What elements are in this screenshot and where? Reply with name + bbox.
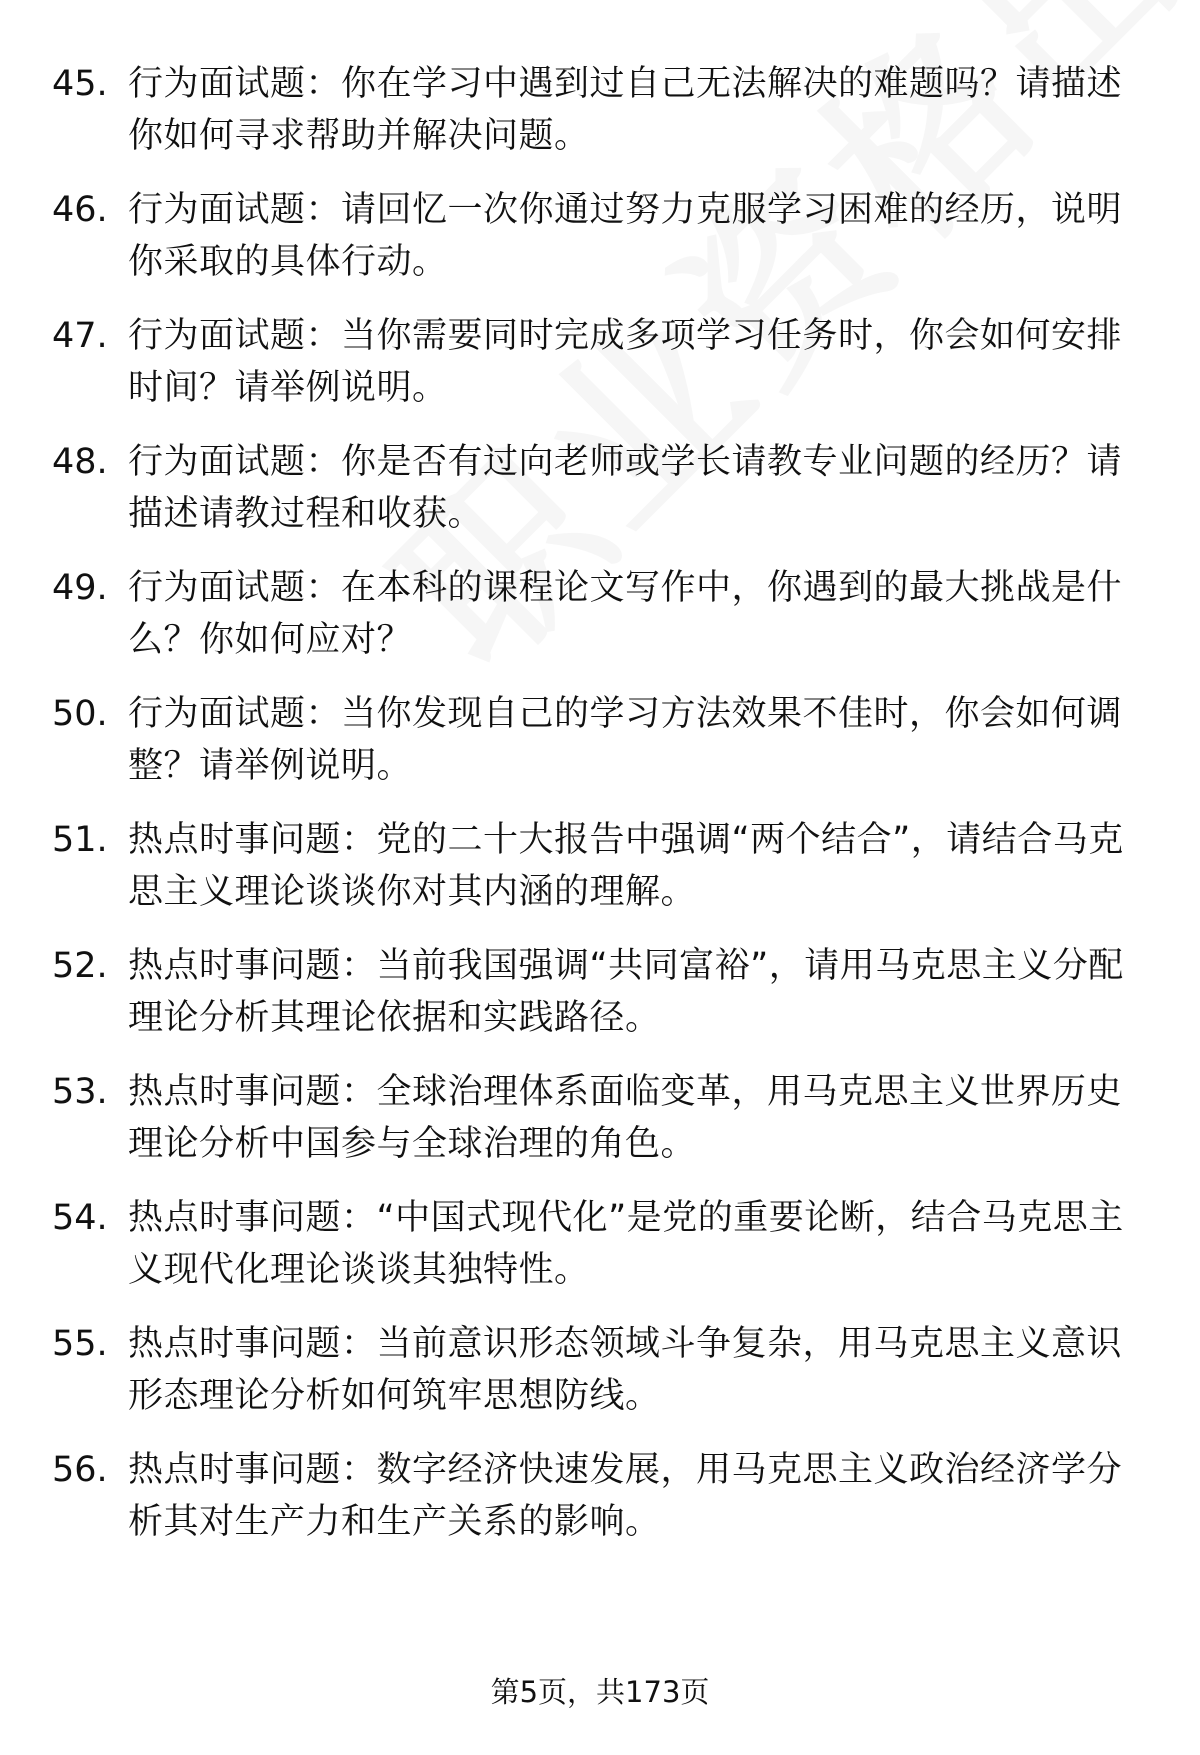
question-list [52,58,1137,1570]
question-item-47 [52,310,1137,436]
question-number: 47. [52,316,108,356]
question-text: 行为面试题：当你发现自己的学习方法效果不佳时，你会如何调整？请举例说明。 [128,694,1123,786]
question-item-46 [52,184,1137,310]
question-text: 热点时事问题：党的二十大报告中强调“两个结合”，请结合马克思主义理论谈谈你对其内涵的理解。 [128,820,1124,912]
question-item-56 [52,1444,1137,1570]
question-number: 46. [52,190,108,230]
question-number: 53. [52,1072,108,1112]
question-number: 56. [52,1450,108,1490]
question-item-55 [52,1318,1137,1444]
question-number: 51. [52,820,108,860]
question-item-45 [52,58,1137,184]
question-text: 行为面试题：当你需要同时完成多项学习任务时，你会如何安排时间？请举例说明。 [128,316,1123,408]
question-item-52 [52,940,1137,1066]
question-text: 热点时事问题：“中国式现代化”是党的重要论断，结合马克思主义现代化理论谈谈其独特性。 [128,1198,1124,1290]
question-number: 48. [52,442,108,482]
question-number: 45. [52,64,108,104]
question-number: 52. [52,946,108,986]
page-number: 第5页，共173页 [490,1675,710,1709]
question-text: 行为面试题：你在学习中遇到过自己无法解决的难题吗？请描述你如何寻求帮助并解决问题。 [128,64,1123,156]
question-number: 50. [52,694,108,734]
question-text: 热点时事问题：当前意识形态领域斗争复杂，用马克思主义意识形态理论分析如何筑牢思想防线。 [128,1324,1123,1416]
question-number: 54. [52,1198,108,1238]
question-text: 行为面试题：请回忆一次你通过努力克服学习困难的经历，说明你采取的具体行动。 [128,190,1123,282]
question-number: 55. [52,1324,108,1364]
question-item-48 [52,436,1137,562]
question-text: 热点时事问题：全球治理体系面临变革，用马克思主义世界历史理论分析中国参与全球治理的角色。 [128,1072,1123,1164]
question-item-50 [52,688,1137,814]
question-item-53 [52,1066,1137,1192]
question-text: 行为面试题：你是否有过向老师或学长请教专业问题的经历？请描述请教过程和收获。 [128,442,1123,534]
question-text: 热点时事问题：数字经济快速发展，用马克思主义政治经济学分析其对生产力和生产关系的影响。 [128,1450,1123,1542]
question-item-49 [52,562,1137,688]
question-text: 热点时事问题：当前我国强调“共同富裕”，请用马克思主义分配理论分析其理论依据和实践路径。 [128,946,1124,1038]
question-item-54 [52,1192,1137,1318]
question-item-51 [52,814,1137,940]
question-text: 行为面试题：在本科的课程论文写作中，你遇到的最大挑战是什么？你如何应对？ [128,568,1123,660]
question-number: 49. [52,568,108,608]
